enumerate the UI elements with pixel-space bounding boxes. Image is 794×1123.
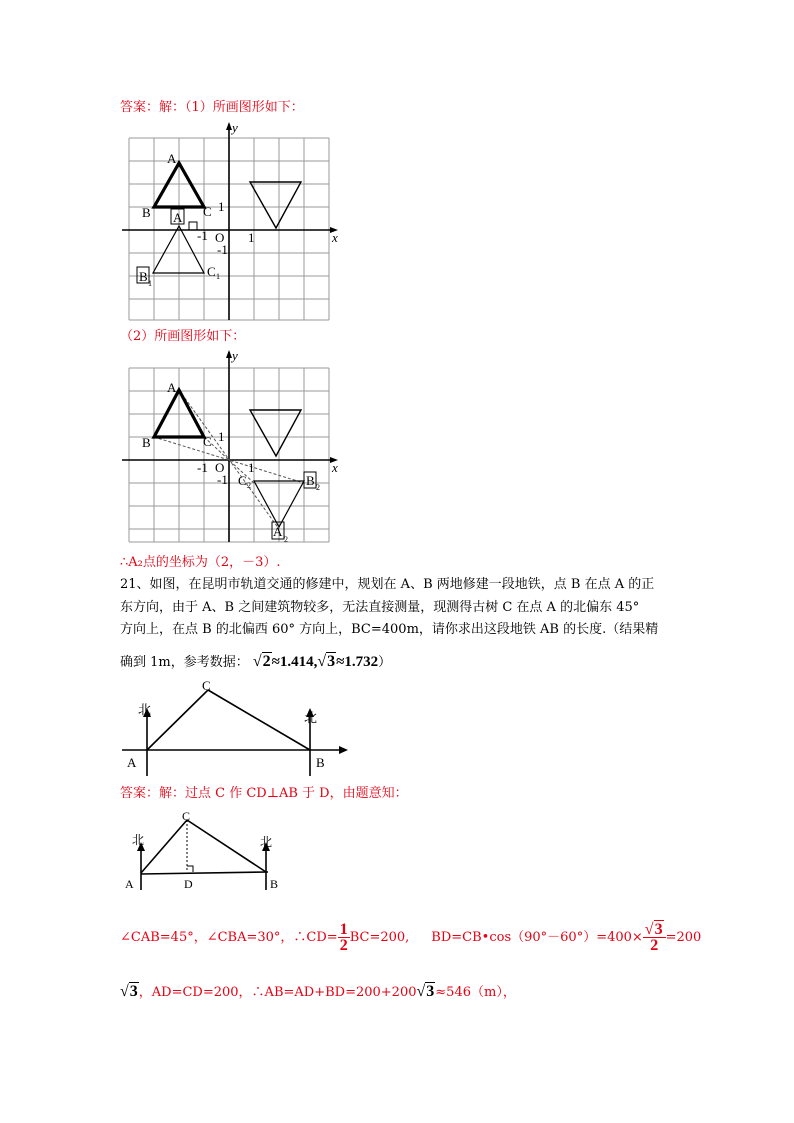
sqrt3-leading-radicand: 3 (129, 983, 138, 1000)
label-a2: A (273, 524, 283, 539)
answer-part1: （1）所画图形如下： (185, 100, 304, 115)
label-c1-sub: 1 (216, 272, 220, 281)
label-a2-sub: 2 (284, 535, 288, 544)
north-label-left: 北 (138, 702, 152, 717)
answer-heading-1 (120, 100, 304, 116)
small-box (189, 222, 197, 230)
label-one-y: 1 (218, 199, 225, 214)
point-b-label: B (316, 755, 325, 770)
coordinate-graph-1 (120, 118, 350, 328)
fraction1-denominator: 2 (339, 937, 348, 954)
label-a1: A (173, 210, 183, 225)
solution-part-f: ≈546（m）， (435, 985, 516, 1000)
label-one-y-2: 1 (218, 429, 225, 444)
coordinate-graph-2 (120, 346, 350, 546)
point-c-label: C (202, 678, 211, 693)
segment-cb-2 (187, 820, 266, 872)
north-label-left-2: 北 (132, 833, 145, 847)
label-one-x: 1 (248, 230, 255, 245)
label-b: B (142, 205, 151, 220)
label-a: A (167, 151, 177, 166)
label-b2-sub: 2 (316, 483, 320, 492)
sqrt2-radicand: 2 (262, 653, 271, 670)
label-neg1-y: -1 (217, 242, 228, 257)
solution-part-d: =200 (665, 930, 702, 945)
label-origin: O (215, 230, 225, 245)
figure-problem21 (120, 678, 360, 778)
label-neg1-x-2: -1 (197, 460, 208, 475)
solution-part-a: ∠CAB=45°，∠CBA=30°，∴CD= (120, 930, 338, 945)
label-origin-2: O (215, 460, 225, 475)
figure-solution21 (120, 806, 300, 896)
problem21-line1: 21、如图，在昆明市轨道交通的修建中，规划在 A、B 两地修建一段地铁，点 B 在点 A 的正 (120, 577, 655, 592)
segment-ac-2 (141, 820, 187, 873)
fraction2-denominator: 2 (650, 937, 659, 954)
segment-ac (147, 690, 208, 750)
label-c2: C (238, 473, 247, 488)
answer21-heading: 答案：解：过点 C 作 CD⊥AB 于 D，由题意知： (120, 786, 408, 801)
baseline-ab-2 (141, 872, 268, 874)
label-c-2: C (203, 434, 212, 449)
approx-sqrt3: ≈1.732 (336, 654, 379, 670)
point-c-label-2: C (182, 809, 191, 823)
sqrt3: √3 (317, 653, 336, 670)
approx-sqrt2: ≈1.414, (271, 654, 318, 670)
answer-heading-2: （2）所画图形如下： (120, 329, 246, 344)
point-d-label: D (184, 877, 193, 891)
label-c2-sub: 2 (247, 481, 251, 490)
solution-part-c: BD=CB•cos（90°－60°）=400× (431, 930, 643, 945)
solution-line2 (120, 982, 516, 1003)
answer-prefix: 答案：解： (120, 100, 186, 115)
label-c1: C (207, 264, 216, 279)
label-c: C (203, 204, 212, 219)
sqrt3-trailing: √3 (416, 983, 435, 1000)
label-y-axis: y (232, 120, 238, 135)
label-one-x-2: 1 (248, 460, 255, 475)
sqrt3-trailing-radicand: 3 (426, 983, 435, 1000)
solution-part-b: BC=200, (349, 930, 410, 945)
label-b2: B (306, 473, 315, 488)
point-a-label: A (127, 755, 137, 770)
label-a-2: A (167, 380, 177, 395)
north-label-right: 北 (304, 710, 318, 725)
sqrt3-radicand: 3 (327, 653, 336, 670)
fraction-sqrt3-half (643, 922, 666, 953)
solution-part-e: ，AD=CD=200，∴AB=AD+BD=200+200 (138, 985, 417, 1000)
east-arrow-icon (339, 746, 348, 754)
sqrt2: √2 (252, 653, 271, 670)
triangle-right (250, 182, 301, 228)
label-x-axis-2: x (332, 460, 338, 475)
label-x-axis: x (332, 230, 338, 245)
label-neg1-y-2: -1 (217, 472, 228, 487)
problem21-line4-prefix: 确到 1m，参考数据： (120, 655, 249, 670)
fraction-one-half (338, 922, 350, 953)
fraction1-numerator: 1 (339, 921, 348, 938)
conclusion-text: ∴A₂点的坐标为（2，－3）. (120, 555, 281, 570)
solution-line1 (120, 920, 701, 956)
sqrt3-in-fraction: √3 (644, 921, 663, 938)
fraction2-numerator: 3 (654, 921, 663, 938)
label-b1: B (139, 269, 148, 284)
segment-cb (208, 690, 310, 750)
problem21-line3: 方向上，在点 B 的北偏西 60° 方向上，BC=400m，请你求出这段地铁 AB 的长度.（结果精 (120, 622, 659, 637)
point-b-label-2: B (270, 877, 279, 891)
right-angle-mark (187, 866, 193, 872)
north-label-right-2: 北 (260, 835, 273, 849)
label-y-axis-2: y (232, 348, 238, 363)
label-b-2: B (142, 435, 151, 450)
triangle-right-2 (250, 410, 301, 456)
label-neg1-x: -1 (197, 228, 208, 243)
problem21-line2: 东方向，由于 A、B 之间建筑物较多，无法直接测量，现测得古树 C 在点 A 的北偏东 45° (120, 600, 640, 615)
sqrt3-leading: √3 (120, 983, 138, 1000)
point-a-label-2: A (125, 877, 134, 891)
label-b1-sub: 1 (148, 279, 152, 288)
problem21-line4 (120, 652, 391, 673)
close-paren: ） (378, 655, 392, 670)
